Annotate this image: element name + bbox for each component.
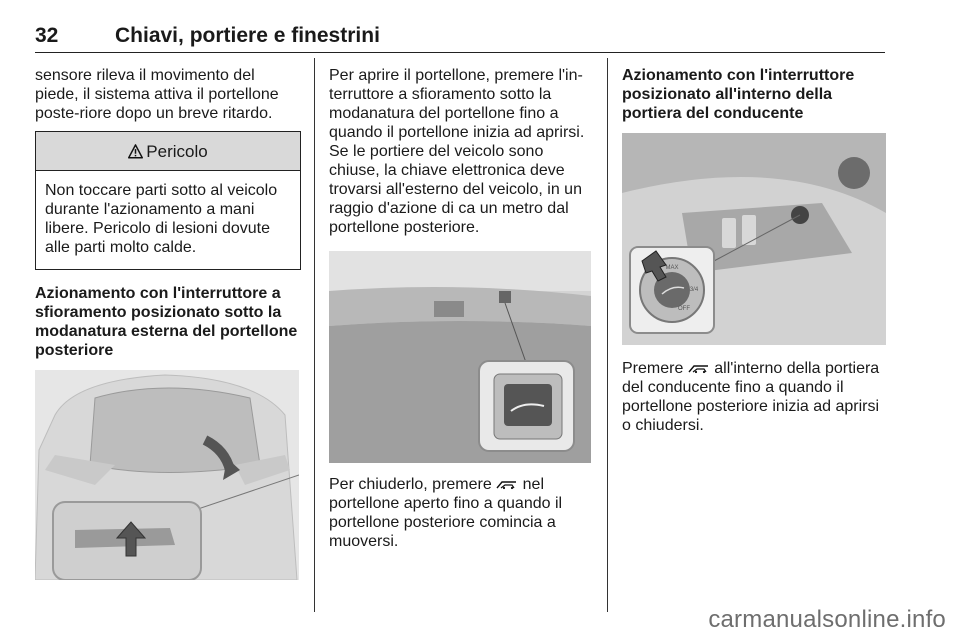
illustration-driver-door-switch: [622, 133, 886, 345]
warning-box: [35, 131, 301, 270]
close-instructions: [329, 475, 593, 551]
column-middle: [329, 66, 593, 551]
door-switch-instructions: [622, 359, 888, 435]
warning-triangle-icon: [128, 144, 143, 159]
warning-title: Pericolo: [146, 141, 208, 161]
close-instructions-before: Per chiuderlo, premere: [329, 476, 492, 493]
knob-label-max: MAX: [665, 265, 679, 271]
open-instructions: Per aprire il portellone, premere l'in-terruttore a sfioramento sotto la modanatura del portellone fino a quando il portellone inizia ad aprirsi. Se le portiere del veicolo sono chiuse, la chiave elettronica deve trovarsi all'esterno del veicolo, in un raggio d'azione di ca un metro dal portellone posteriore.: [329, 67, 585, 236]
section-heading-exterior-switch: Azionamento con l'interruttore a sfioramento posizionato sotto la modanatura esterna del portellone posteriore: [35, 285, 298, 359]
warning-header: [36, 132, 300, 171]
tailgate-icon: [688, 363, 710, 374]
close-instructions-after: nel portellone aperto fino a quando il portellone posteriore comincia a muoversi.: [329, 476, 563, 550]
column-right: [622, 66, 888, 435]
knob-label-off: OFF: [678, 306, 690, 312]
watermark: carmanualsonline.info: [708, 606, 946, 633]
section-heading-door-switch: Azionamento con l'interruttore posizionato all'interno della portiera del conducente: [622, 67, 855, 122]
page-number: 32: [35, 24, 59, 47]
illustration-tailgate-inner-switch: [329, 251, 591, 463]
illustration-rear-tailgate-switch: [35, 370, 299, 580]
column-left: [35, 66, 301, 580]
column-divider: [607, 58, 608, 612]
tailgate-icon: [496, 479, 518, 490]
page-header: [35, 22, 885, 53]
column-divider: [314, 58, 315, 612]
door-switch-instructions-after: all'interno della portiera del conducente fino a quando il portellone posteriore inizia ad aprirsi o chiudersi.: [622, 360, 880, 434]
warning-text: Non toccare parti sotto al veicolo durante l'azionamento a mani libere. Pericolo di lesioni dovute alle parti molto calde.: [45, 182, 278, 256]
chapter-title: Chiavi, portiere e finestrini: [115, 24, 380, 47]
knob-label-3-4: 3/4: [689, 287, 699, 293]
intro-paragraph: sensore rileva il movimento del piede, il sistema attiva il portellone poste-riore dopo un breve ritardo.: [35, 67, 279, 122]
door-switch-instructions-before: Premere: [622, 360, 684, 377]
